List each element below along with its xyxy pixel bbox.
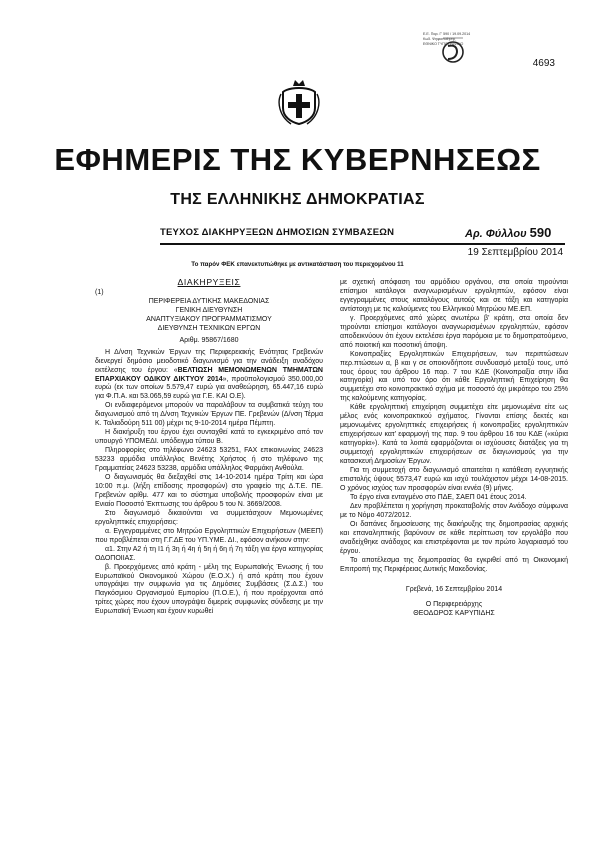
body-paragraph: Ο διαγωνισμός θα διεξαχθεί στις 14-10-2014 ημέρα Τρίτη και ώρα 10:00 π.μ. (λήξη επίδοσης προσφορών) στο γραφείο της Δ.Τ.Ε. ΠΕ. Γρεβενών αρίθμ. 477 και το σύστημα υποβολής προσφορών είναι με Ενιαίο Ποσοστό Έκπτωσης του άρθρου 5 του Ν. 3669/2008. bbox=[95, 474, 323, 508]
body-paragraph: Πληροφορίες στο τηλέφωνο 24623 53251, FAX επικοινωνίας 24623 53233 αρμόδια υπάλληλος Βενέτης Χρήστος ή στο τηλέφωνο της Γραμματείας 24623 53238, αρμόδια υπάλληλος Φαρμάκη Ανθούλα. bbox=[95, 447, 323, 473]
body-paragraph: με σχετική απόφαση του αρμόδιου οργάνου, στα οποία τηρούνται επίσημοι κατάλογοι αναγνωρισμένων εργοληπτών, εφόσον είναι εγγεγραμμένες στους καταλόγους αυτούς και σε τάξη και κατηγορία αντίστοιχη με τις καλούμενες του Ελληνικού Μητρώου ΜΕ.ΕΠ. bbox=[340, 279, 568, 313]
digitization-stamp bbox=[423, 32, 471, 66]
left-column bbox=[95, 278, 323, 617]
body-paragraph: α1. Στην Α2 ή τη Ι1 ή 3η ή 4η ή 5η ή 6η ή 7η τάξη για έργα κατηγορίας ΟΔΟΠΟΙΙΑΣ. bbox=[95, 545, 323, 562]
authority-line: ΑΝΑΠΤΥΞΙΑΚΟΥ ΠΡΟΓΡΑΜΜΑΤΙΣΜΟΥ bbox=[146, 315, 272, 323]
right-column bbox=[340, 279, 568, 619]
body-paragraph: Στο διαγωνισμό δικαιούνται να συμμετάσχουν Μεμονωμένες εργοληπτικές επιχειρήσεις: bbox=[95, 509, 323, 526]
reprint-notice: Το παρόν ΦΕΚ επανεκτυπώθηκε με αντικατάσταση του περιεχομένου 11 bbox=[191, 261, 404, 268]
issue-type: ΤΕΥΧΟΣ ΔΙΑΚΗΡΥΞΕΩΝ ΔΗΜΟΣΙΩΝ ΣΥΜΒΑΣΕΩΝ bbox=[160, 227, 395, 238]
sheet-number-block bbox=[465, 225, 551, 240]
body-paragraph: Δεν προβλέπεται η χορήγηση προκαταβολής στον Ανάδοχο σύμφωνα με το Νόμο 4072/2012. bbox=[340, 502, 568, 519]
sheet-number: 590 bbox=[529, 225, 552, 240]
place-date: Γρεβενά, 16 Σεπτεμβρίου 2014 bbox=[405, 586, 503, 594]
authority-line: ΔΙΕΥΘΥΝΣΗ ΤΕΧΝΙΚΩΝ ΕΡΓΩΝ bbox=[157, 324, 261, 332]
protocol-number: Αριθμ. 95867/1680 bbox=[179, 336, 239, 344]
authority-line: ΓΕΝΙΚΗ ΔΙΕΥΘΥΝΣΗ bbox=[175, 306, 243, 314]
body-paragraph: Οι ενδιαφερόμενοι μπορούν να παραλάβουν τα συμβατικά τεύχη του διαγωνισμού από τη Δ/νση Τεχνικών Έργων ΠΕ. Γρεβενών (Δ/νση Τέρμα Κ. Ταλιαδούρη 511 00) μέχρι τις 9-10-2014 ημέρα Πέμπτη. bbox=[95, 402, 323, 428]
gazette-subtitle: ΤΗΣ ΕΛΛΗΝΙΚΗΣ ΔΗΜΟΚΡΑΤΙΑΣ bbox=[170, 191, 425, 208]
project-title: ΒΕΛΤΙΩΣΗ ΜΕΜΟΝΩΜΕΝΩΝ ΤΜΗΜΑΤΩΝ ΕΠΑΡΧΙΑΚΟΥ ΟΔΙΚΟΥ ΔΙΚΤΥΟΥ 2014 bbox=[95, 366, 323, 383]
section-heading: ΔΙΑΚΗΡΥΞΕΙΣ bbox=[177, 277, 241, 287]
body-paragraph: Κοινοπραξίες Εργοληπτικών Επιχειρήσεων, των περιπτώσεων περ.πτώσεων α, β και γ σε οποιονδήποτε συνδυασμό μεταξύ τους, υπό τους όρους του άρθρου 16 παρ. 7 του ΚΔΕ (Κοινοπραξία στην ίδια κατηγορία) και υπό τον όρο ότι κάθε Εργοληπτική Επιχείρηση θα συμμετέχει στο κοινοπρακτικό σχήμα με ποσοστό όχι μικρότερο του 25% της καλούμενης κατηγορίας. bbox=[340, 350, 568, 403]
body-paragraph: Για τη συμμετοχή στο διαγωνισμό απαιτείται η κατάθεση εγγυητικής επιστολής ύψους 5573,47 ευρώ και ισχύ τουλάχιστον μέχρι 14-08-2015. Ο χρόνος ισχύος των προσφορών είναι εννέα (9) μήνες. bbox=[340, 467, 568, 492]
p1-start: Η Δ/νση Τεχνικών Έργων της Περιφερειακής Ενότητας Γρεβενών διενεργεί δημόσιο μειοδοτικό διαγωνισμό για την ανάδειξη αναδόχου εκτέλεσης του έργου: « bbox=[95, 348, 323, 374]
p1-end: », προϋπολογισμού 350.000,00 ευρώ (εκ των οποίων 5.579,47 ευρώ για αναθεώρηση, 65.447,16 ευρώ για Φ.Π.Α. και 53.065,59 ευρώ για Γ.Ε. ΚΑΙ Ο.Ε). bbox=[95, 375, 324, 401]
signer-name: ΘΕΟΔΩΡΟΣ ΚΑΡΥΠΙΔΗΣ bbox=[413, 610, 495, 618]
body-paragraph: Το αποτέλεσμα της δημοπρασίας θα εγκριθεί από τη Οικονομική Επιτροπή της Περιφέρειας Δυτικής Μακεδονίας. bbox=[340, 556, 568, 573]
stamp-line: ΕΘΝΙΚΟ ΤΥΠΟΓΡΑΦΕΙΟ bbox=[423, 42, 464, 46]
gazette-title: ΕΦΗΜΕΡΙΣ ΤΗΣ ΚΥΒΕΡΝΗΣΕΩΣ bbox=[54, 142, 541, 177]
header-rule bbox=[160, 243, 565, 245]
body-paragraph: α. Εγγεγραμμένες στο Μητρώο Εργοληπτικών Επιχειρήσεων (ΜΕΕΠ) που προβλέπεται στη Γ.Γ.ΔΕ του ΥΠ.ΥΜΕ. ΔΙ., εφόσον ανήκουν στην: bbox=[95, 527, 323, 544]
stamp-line: Ε.Ε. Παρ. Γ' 590 / 19.09.2014 bbox=[423, 32, 471, 36]
sheet-label: Αρ. Φύλλου bbox=[465, 228, 527, 240]
authority-line: ΠΕΡΙΦΕΡΕΙΑ ΔΥΤΙΚΗΣ ΜΑΚΕΔΟΝΙΑΣ bbox=[148, 297, 270, 305]
body-paragraph: Οι δαπάνες δημοσίευσης της διακήρυξης της δημοπρασίας αρχικής και επαναληπτικής βαρύνουν σε κάθε περίπτωση τον εργολάβο που αναδείχθηκε ανάδοχος και επιστρέφονται με τον πρώτο λογαριασμό του έργου. bbox=[340, 520, 568, 555]
stamp-line: Κωδ. Ψηφιοποίησης bbox=[423, 37, 456, 41]
body-paragraph bbox=[95, 349, 323, 403]
signer-title: Ο Περιφερειάρχης bbox=[425, 601, 483, 609]
body-paragraph: γ. Προερχόμενες από χώρες ανωτέρω β' κράτη, στα οποία δεν τηρούνται επίσημοι κατάλογοι αναγνωρισμένων εργοληπτών, εφόσον αποδεικνύουν ότι έχουν εκτελέσει έργα παρόμοια με το δημοπρατούμενο, από ποιοτική και ποσοτική άποψη. bbox=[340, 314, 568, 349]
body-paragraph: Η διακήρυξη του έργου έχει συνταχθεί κατά το εγκεκριμένο από τον υπουργό ΥΠΟΜΕΔΙ. υπόδειγμα τύπου Β. bbox=[95, 429, 323, 446]
body-paragraph: β. Προερχόμενες από κράτη - μέλη της Ευρωπαϊκής Ένωσης ή του Ευρωπαϊκού Οικονομικού Χώρου (Ε.Ο.Χ.) ή από κράτη που έχουν υπογράψει την συμφωνία για τις Δημόσιες Συμβάσεις (Σ.Δ.Σ.) του Παγκόσμιου Οργανισμού Εμπορίου (Π.Ο.Ε.), ή που προέρχονται από τρίτες χώρες που έχουν υπογράψει διμερείς συμφωνίες σύνδεσης με την Ευρωπαϊκή Ένωση και έχουν κυρωθεί bbox=[95, 563, 323, 616]
coat-of-arms-icon bbox=[277, 78, 321, 126]
body-paragraph: Το έργο είναι ενταγμένο στο ΠΔΕ, ΣΑΕΠ 041 έτους 2014. bbox=[350, 493, 527, 501]
page-number: 4693 bbox=[532, 58, 555, 69]
notice-ref: (1) bbox=[95, 288, 104, 296]
issue-date: 19 Σεπτεμβρίου 2014 bbox=[467, 247, 563, 258]
body-paragraph: Κάθε εργοληπτική επιχείρηση συμμετέχει είτε μεμονωμένα είτε ως μέλος ενός κοινοπρακτικού σχήματος. Γίνονται επίσης δεκτές και μεμονωμένες εργοληπτικές επιχειρήσεις ή κοινοπραξίες εργοληπτικών επιχειρήσεων κατ' εφαρμογή της παρ. 9 του άρθρου 16 του ΚΔΕ («κύρια κατηγορία»). Κατά τα λοιπά εφαρμόζονται οι ισχύουσες διατάξεις για τη συμμετοχή εργοληπτικών επιχειρήσεων σε διαγωνισμούς για την κατασκευή Δημοσίων Έργων. bbox=[340, 404, 568, 466]
